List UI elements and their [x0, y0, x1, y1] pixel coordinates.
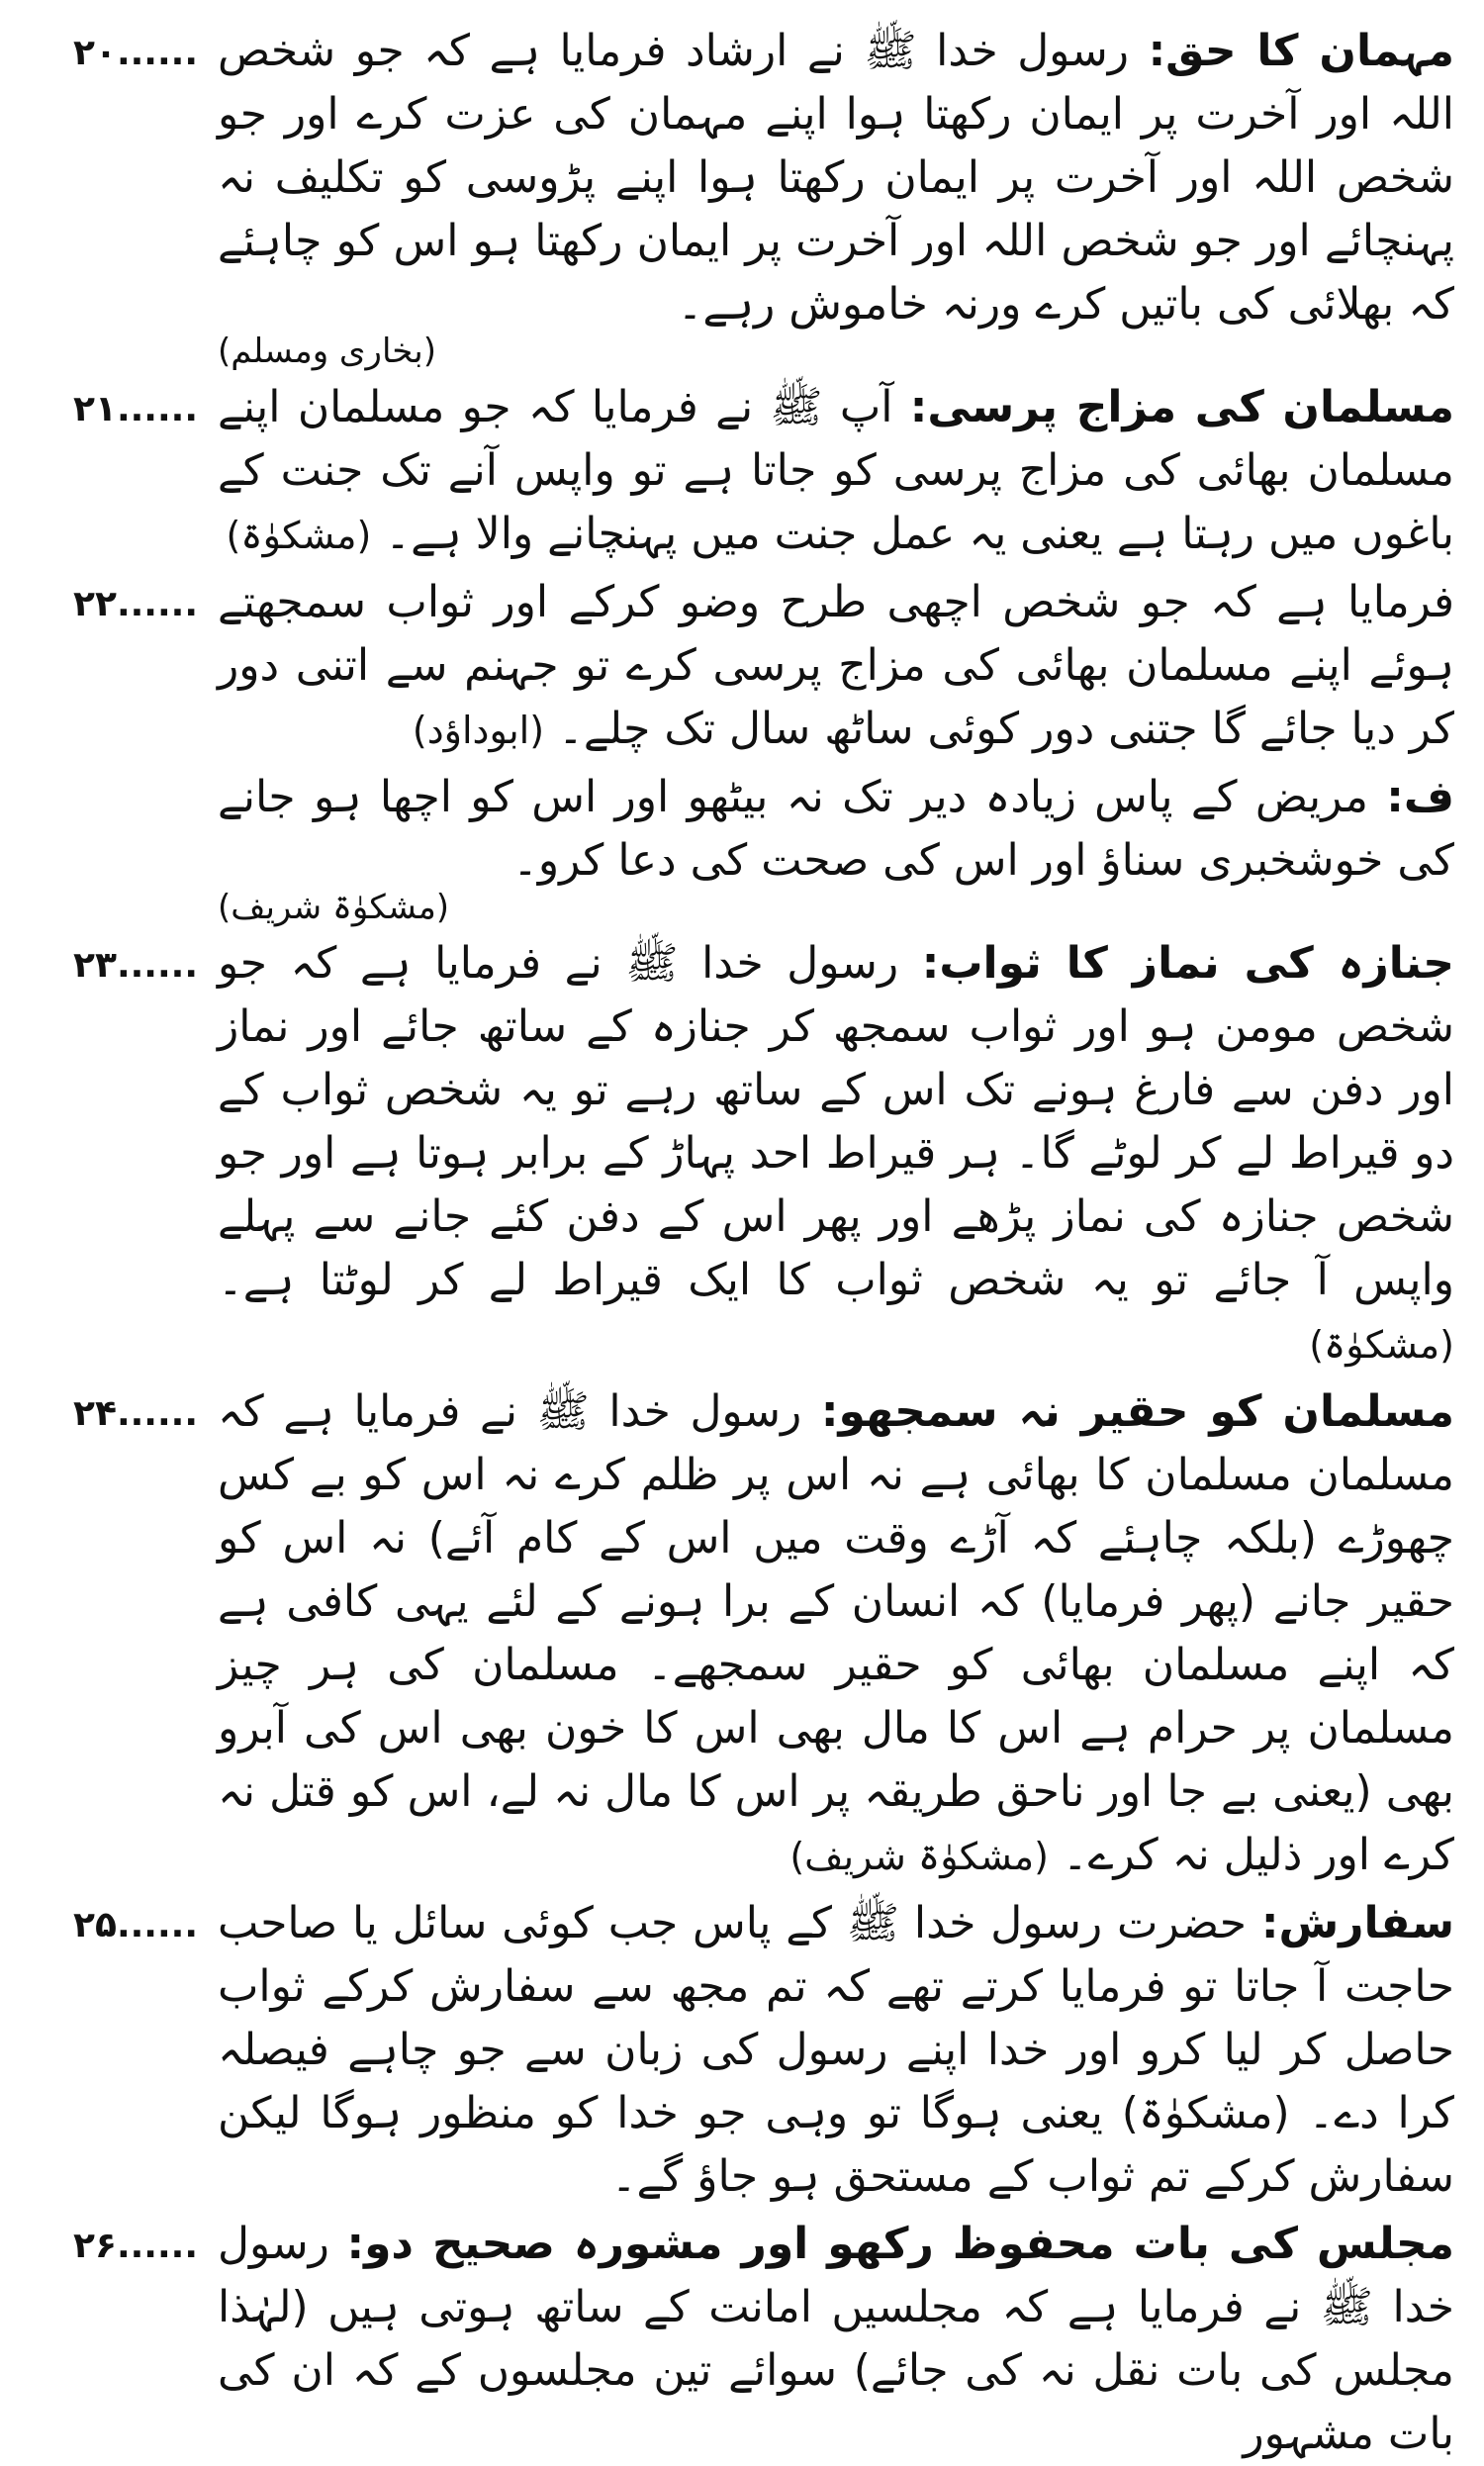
entry-text: حضرت رسول خدا ﷺ کے پاس جب کوئی سائل یا صاحب حاجت آ جاتا تو فرمایا کرتے تھے کہ تم مجھ سے سفارش کرکے ثواب حاصل کر لیا کرو اور خدا اپنے رسول کی زبان سے جو چاہے فیصلہ کرا دے۔ (مشکوٰۃ) یعنی ہوگا تو وہی جو خدا کو منظور ہوگا لیکن سفارش کرکے تم ثواب کے مستحق ہو جاؤ گے۔	[218, 1898, 1454, 2202]
entry-number: ۲۲......	[73, 584, 198, 624]
entry-body	[218, 1380, 1454, 1888]
entry-title: سفارش:	[1260, 1898, 1454, 1948]
note-label: ف:	[1386, 772, 1454, 822]
entry-title: مہمان کا حق:	[1148, 26, 1454, 76]
entry-body	[218, 2213, 1454, 2466]
entry-title: مجلس کی بات محفوظ رکھو اور مشورہ صحیح دو:	[346, 2219, 1454, 2269]
entry-reference: (ابوداؤد)	[412, 709, 545, 752]
entry-text: رسول خدا ﷺ نے فرمایا ہے کہ مسلمان مسلمان کا بھائی ہے نہ اس پر ظلم کرے نہ اس کو بے کس چھوڑے (بلکہ چاہئے کہ آڑے وقت میں اس کے کام آئے) نہ اس کو حقیر جانے (پھر فرمایا) کہ انسان کے برا ہونے کے لئے یہی کافی ہے کہ اپنے مسلمان بھائی کو حقیر سمجھے۔ مسلمان کی ہر چیز مسلمان پر حرام ہے اس کا مال بھی اس کا خون بھی اس کی آبرو بھی (یعنی بے جا اور ناحق طریقہ پر اس کا مال نہ لے، اس کو قتل نہ کرے اور ذلیل نہ کرے۔	[218, 1386, 1454, 1880]
entry-21	[30, 376, 1454, 567]
entry-text: فرمایا ہے کہ جو شخص اچھی طرح وضو کرکے اور ثواب سمجھتے ہوئے اپنے مسلمان بھائی کی مزاج پرسی کرے تو جہنم سے اتنی دور کر دیا جائے گا جتنی دور کوئی ساٹھ سال تک چلے۔	[218, 577, 1454, 754]
entry-23	[30, 932, 1454, 1376]
entry-text: آپ ﷺ نے فرمایا کہ جو مسلمان اپنے مسلمان بھائی کی مزاج پرسی کو جاتا ہے تو واپس آنے تک جنت کے باغوں میں رہتا ہے یعنی یہ عمل جنت میں پہنچانے والا ہے۔	[218, 382, 1454, 559]
entry-reference: (مشکوٰۃ)	[226, 514, 372, 557]
entry-title: مسلمان کو حقیر نہ سمجھو:	[820, 1386, 1454, 1437]
entry-reference: (مشکوٰۃ)	[1309, 1323, 1454, 1367]
note-text: مریض کے پاس زیادہ دیر تک نہ بیٹھو اور اس کو اچھا ہو جانے کی خوشخبری سناؤ اور اس کی صحت کی دعا کرو۔	[218, 772, 1454, 886]
entry-20	[30, 20, 1454, 372]
entry-text: رسول خدا ﷺ نے ارشاد فرمایا ہے کہ جو شخص اللہ اور آخرت پر ایمان رکھتا ہوا اپنے مہمان کی عزت کرے اور جو شخص اللہ اور آخرت پر ایمان رکھتا ہوا اپنے پڑوسی کو تکلیف نہ پہنچائے اور جو شخص اللہ اور آخرت پر ایمان رکھتا ہو اس کو چاہئے کہ بھلائی کی باتیں کرے ورنہ خاموش رہے۔	[218, 26, 1454, 330]
entry-body	[218, 20, 1454, 372]
entry-reference: (بخاری ومسلم)	[218, 332, 436, 371]
note-reference: (مشکوٰۃ شریف)	[218, 888, 450, 927]
entry-reference: (مشکوٰۃ شریف)	[789, 1835, 1049, 1878]
entry-number: ۲۶......	[73, 2226, 198, 2266]
note-block	[30, 766, 1454, 928]
entry-22	[30, 571, 1454, 762]
note-body	[218, 766, 1454, 928]
entry-title: جنازہ کی نماز کا ثواب:	[921, 938, 1454, 989]
document-page	[30, 20, 1454, 2459]
entry-body	[218, 571, 1454, 762]
entry-text: رسول خدا ﷺ نے فرمایا ہے کہ جو شخص مومن ہو اور ثواب سمجھ کر جنازہ کے ساتھ جائے اور نماز اور دفن سے فارغ ہونے تک اس کے ساتھ رہے تو یہ شخص ثواب کے دو قیراط لے کر لوٹے گا۔ ہر قیراط احد پہاڑ کے برابر ہوتا ہے اور جو شخص جنازہ کی نماز پڑھے اور پھر اس کے دفن کئے جانے سے پہلے واپس آ جائے تو یہ شخص ثواب کا ایک قیراط لے کر لوٹتا ہے۔	[218, 938, 1454, 1305]
entry-24	[30, 1380, 1454, 1888]
entry-text: رسول خدا ﷺ نے فرمایا ہے کہ مجلسیں امانت کے ساتھ ہوتی ہیں (لہٰذا مجلس کی بات نقل نہ کی جائے) سوائے تین مجلسوں کے کہ ان کی بات مشہور	[218, 2219, 1454, 2459]
entry-number: ۲۳......	[73, 945, 198, 986]
entry-number: ۲۴......	[73, 1393, 198, 1434]
entry-number: ۲۵......	[73, 1905, 198, 1945]
entry-25	[30, 1892, 1454, 2209]
entry-number: ۲۰......	[73, 33, 198, 73]
entry-26	[30, 2213, 1454, 2466]
entry-number: ۲۱......	[73, 389, 198, 429]
entry-title: مسلمان کی مزاج پرسی:	[909, 382, 1454, 432]
entry-body	[218, 932, 1454, 1376]
entry-body	[218, 1892, 1454, 2209]
entry-body	[218, 376, 1454, 567]
